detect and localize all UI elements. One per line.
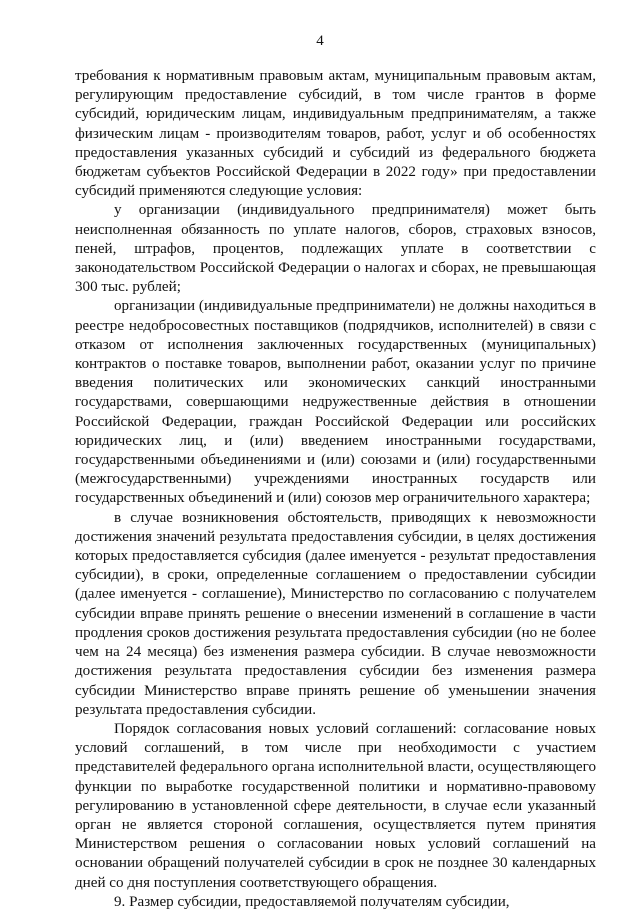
paragraph-agreement-procedure: Порядок согласования новых условий соглашений: согласование новых условий соглашений, в том числе при необходимости с участием представителей федерального органа исполнительной власти, осуществляющего функции по выработке государственной политики и нормативно-правовому регулированию в установленной сфере деятельности, в случае если указанный орган не является стороной соглашения, осуществляется путем принятия Министерством решения о согласовании новых условий соглашений на основании обращений получателей субсидии в срок не позднее 30 календарных дней со дня поступления соответствующего обращения.	[75, 720, 596, 891]
page-number: 4	[316, 33, 324, 49]
paragraph-supplier-registry-condition: организации (индивидуальные предприниматели) не должны находиться в реестре недобросовестных поставщиков (подрядчиков, исполнителей) в связи с отказом от исполнения заключенных государственных (муниципальных) контрактов о поставке товаров, выполнении работ, оказании услуг по причине введения политических или экономических санкций иностранными государствами, совершающими недружественные действия в отношении Российской Федерации, граждан Российской Федерации или российских юридических лиц, и (или) введением иностранными государствами, государственными объединениями и (или) союзами и (или) государственными (межгосударственными) учреждениями иностранных государств или государственных объединений и (или) союзов мер ограничительного характера;	[75, 298, 596, 507]
paragraph-result-extension-condition: в случае возникновения обстоятельств, приводящих к невозможности достижения значений результата предоставления субсидии, в целях достижения которых предоставляется субсидия (далее именуется - результат предоставления субсидии), в сроки, определенные соглашением о предоставлении субсидии (далее именуется - соглашение), Министерство по согласованию с получателем субсидии вправе принять решение о внесении изменений в соглашение в части продления сроков достижения результата предоставления субсидии (но не более чем на 24 месяца) без изменения размера субсидии. В случае невозможности достижения результата предоставления субсидии без изменения размера субсидии Министерство вправе принять решение об уменьшении значения результата предоставления субсидии.	[75, 509, 596, 718]
paragraph-tax-debt-condition: у организации (индивидуального предпринимателя) может быть неисполненная обязанность по уплате налогов, сборов, страховых взносов, пеней, штрафов, процентов, подлежащих уплате в соответствии с законодательством Российской Федерации о налогах и сборах, не превышающая 300 тыс. рублей;	[75, 202, 596, 296]
document-body	[75, 67, 596, 912]
paragraph-continuation: требования к нормативным правовым актам, муниципальным правовым актам, регулирующим предоставление субсидий, в том числе грантов в форме субсидий, юридическим лицам, индивидуальным предпринимателям, а также физическим лицам - производителям товаров, работ, услуг и об особенностях предоставления указанных субсидий и субсидий из федерального бюджета бюджетам субъектов Российской Федерации в 2022 году» при предоставлении субсидий применяются следующие условия:	[75, 68, 596, 200]
paragraph-item-9-start: 9. Размер субсидии, предоставляемой получателям субсидии,	[114, 893, 510, 910]
